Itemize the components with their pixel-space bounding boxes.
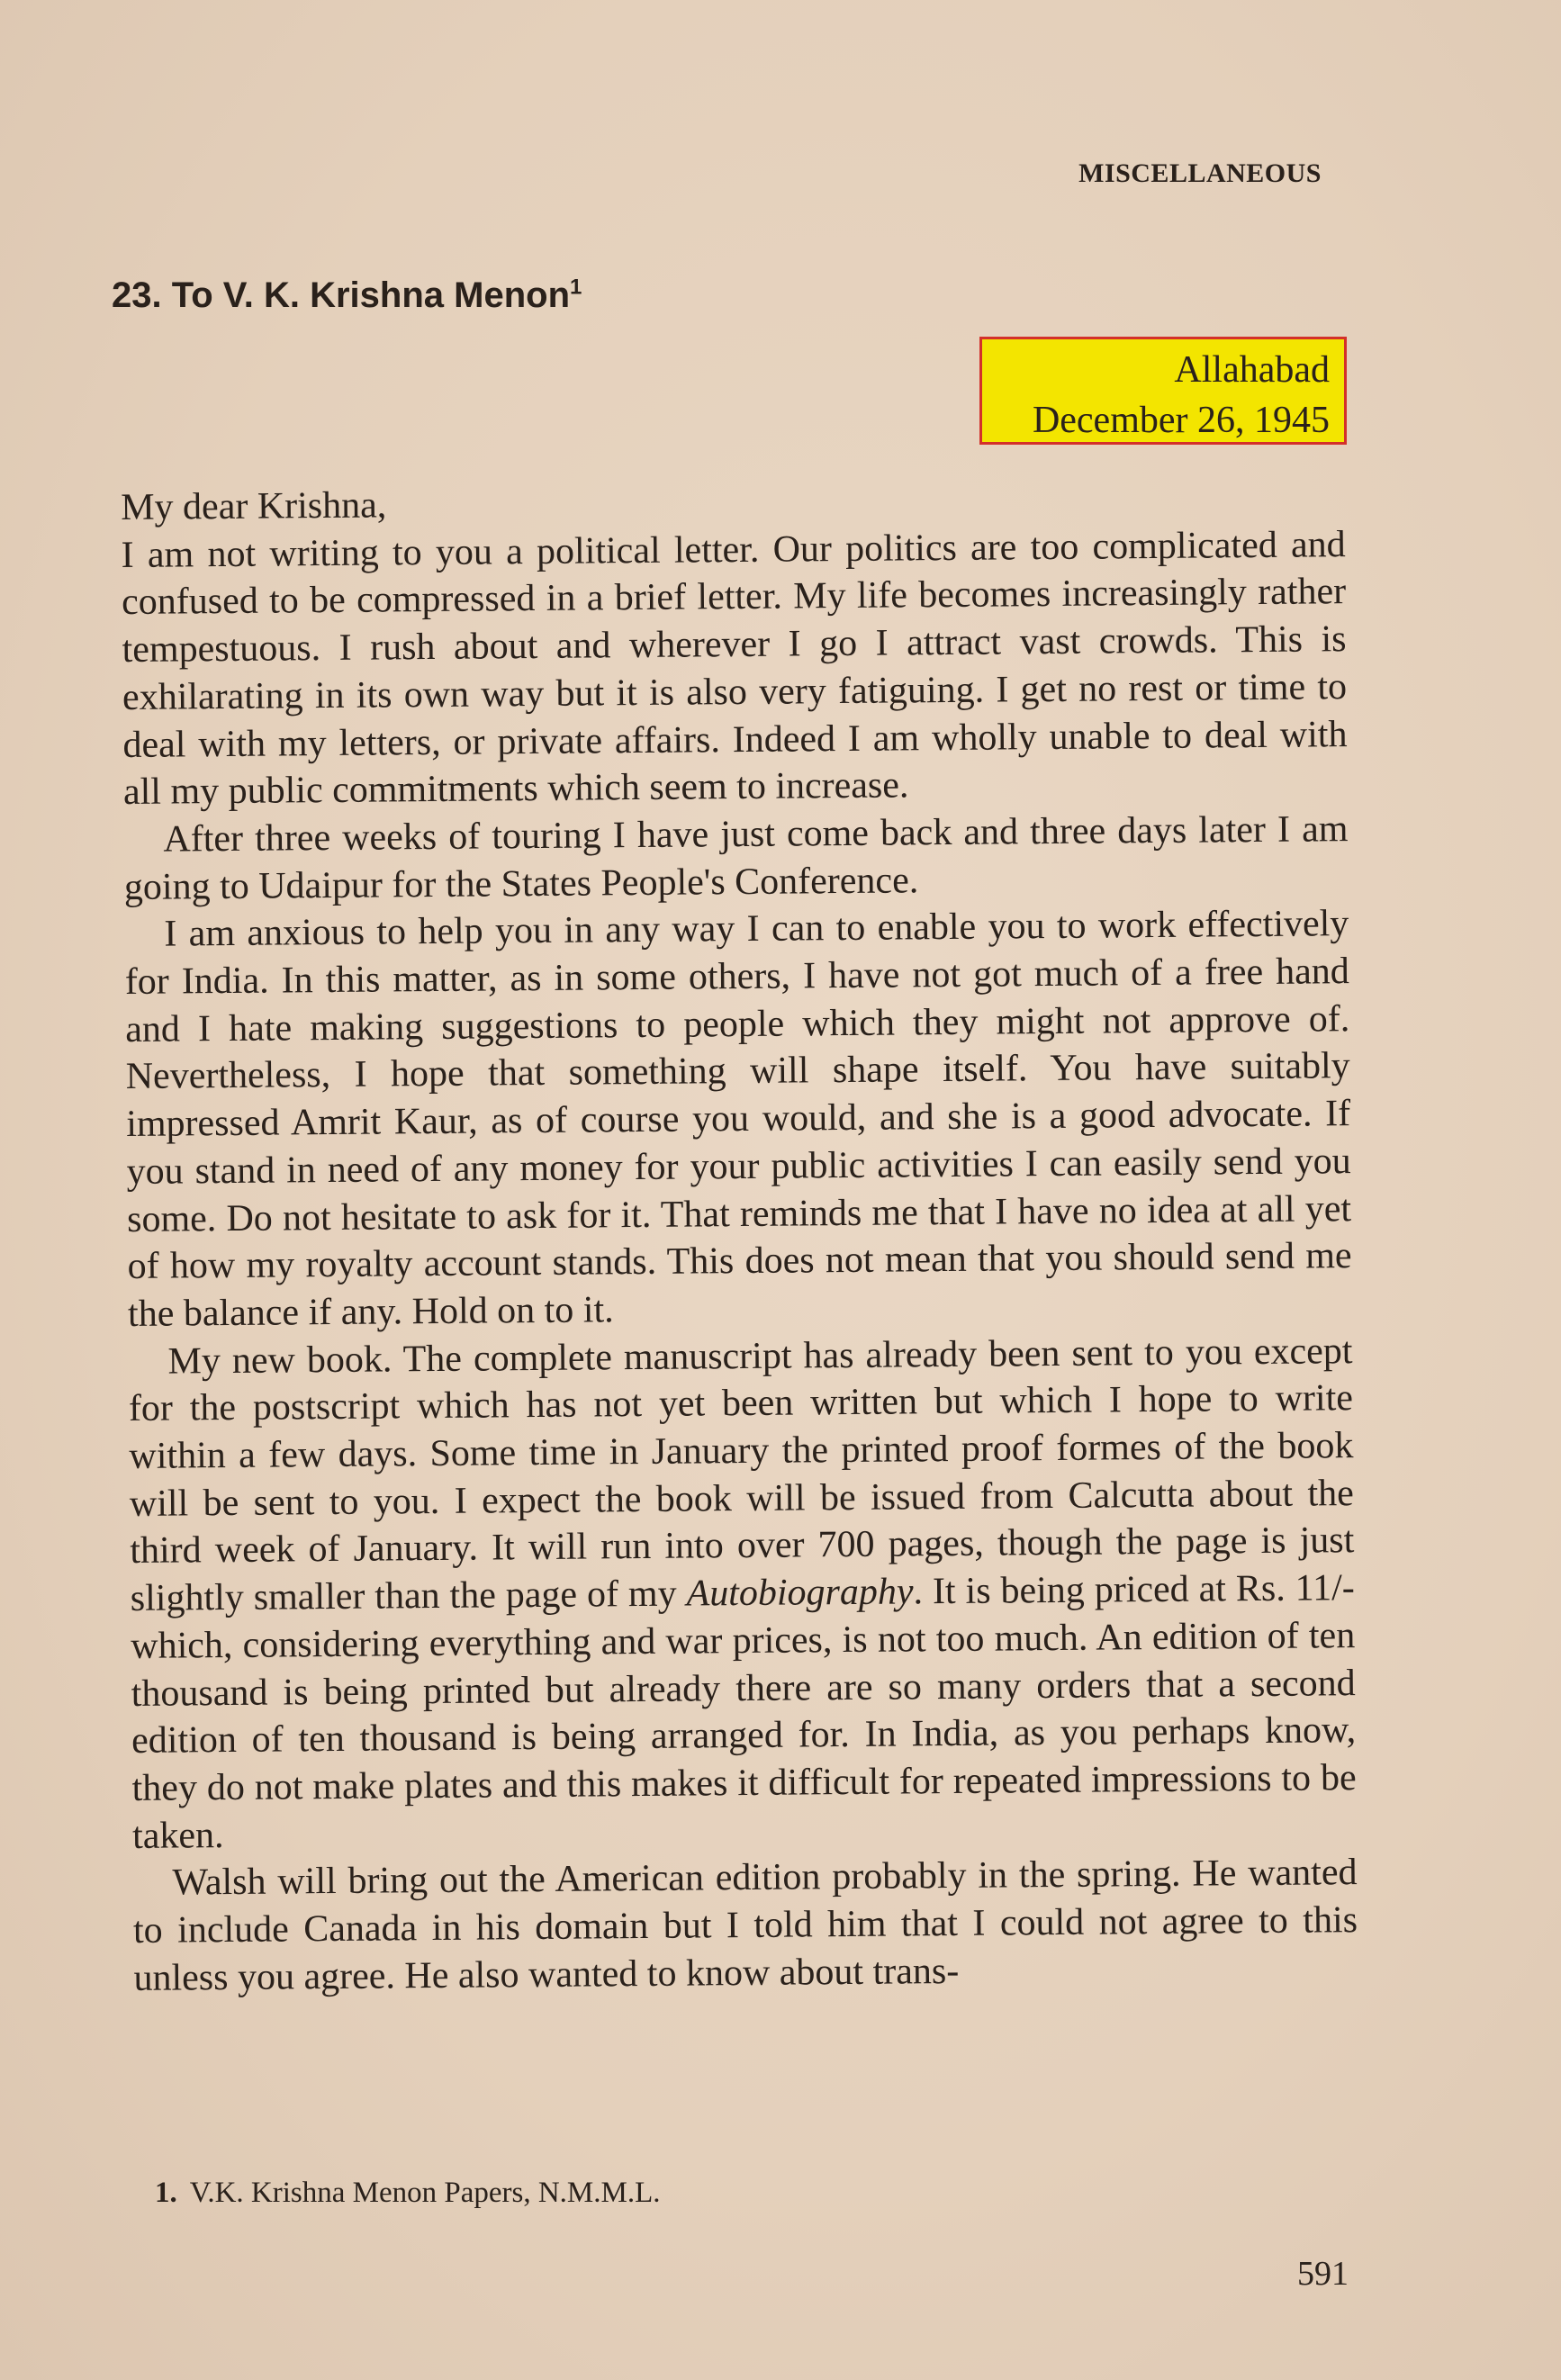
- paragraph-5: Walsh will bring out the American edition probably in the spring. He wanted to include Canada in his domain but I told him that I could not agree to this unless you agree. He also wanted to know about trans-: [132, 1852, 1358, 1999]
- paragraph-4-text-b: . It is being priced at Rs. 11/- which, considering everything and war prices, is not too much. An edition of ten thousand is being printed but already there are so many orders that a second edition of ten thousand is being arranged for. In India, as you perhaps know, they do not make plates and this makes it difficult for repeated impressions to be taken.: [131, 1567, 1357, 1857]
- footnote-number: 1.: [155, 2177, 177, 2209]
- letter-title: [112, 275, 582, 316]
- footnote-text: V.K. Krishna Menon Papers, N.M.M.L.: [189, 2177, 661, 2209]
- paragraph-3: I am anxious to help you in any way I can to enable you to work effectively for India. In this matter, as in some others, I have not got much of a free hand and I hate making suggestions to people which they might not approve of. Nevertheless, I hope that something will shape itself. You have suitably impressed Amrit Kaur, as of course you would, and she is a good advocate. If you stand in need of any money for your public activities I can easily send you some. Do not hesitate to ask for it. That reminds me that I have no idea at all yet of how my royalty account stands. This does not mean that you should send me the balance if any. Hold on to it.: [124, 903, 1352, 1335]
- letter-body: [121, 473, 1358, 2002]
- dateline-date: December 26, 1945: [1032, 400, 1330, 441]
- letter-number: 23.: [112, 275, 162, 315]
- footnote-marker: 1: [570, 275, 582, 300]
- footnote: [155, 2177, 661, 2210]
- paragraph-2: After three weeks of touring I have just come back and three days later I am going to Udaipur for the States People's Conference.: [123, 808, 1349, 908]
- salutation: My dear Krishna,: [121, 484, 387, 528]
- paragraph-4: [128, 1328, 1357, 1861]
- page-number: 591: [1297, 2255, 1349, 2293]
- letter-recipient: To V. K. Krishna Menon: [171, 275, 570, 315]
- running-head: MISCELLANEOUS: [1078, 158, 1322, 188]
- dateline-place: Allahabad: [1174, 349, 1330, 391]
- paragraph-1: I am not writing to you a political letter. Our politics are too complicated and confused to be compressed in a brief letter. My life becomes increasingly rather tempestuous. I rush about and wherever I go I attract vast crowds. This is exhilarating in its own way but it is also very fatiguing. I get no rest or time to deal with my letters, or private affairs. Indeed I am wholly unable to deal with all my public commitments which seem to increase.: [121, 523, 1348, 814]
- paragraph-4-text-a: My new book. The complete manuscript has already been sent to you except for the postscript which has not yet been written but which I hope to write within a few days. Some time in January the printed proof formes of the book will be sent to you. I expect the book will be issued from Calcutta about the third week of January. It will run into over 700 pages, though the page is just slightly smaller than the page of my: [128, 1330, 1355, 1620]
- book-title-autobiography: Autobiography: [686, 1571, 914, 1615]
- dateline-highlight: [979, 337, 1347, 445]
